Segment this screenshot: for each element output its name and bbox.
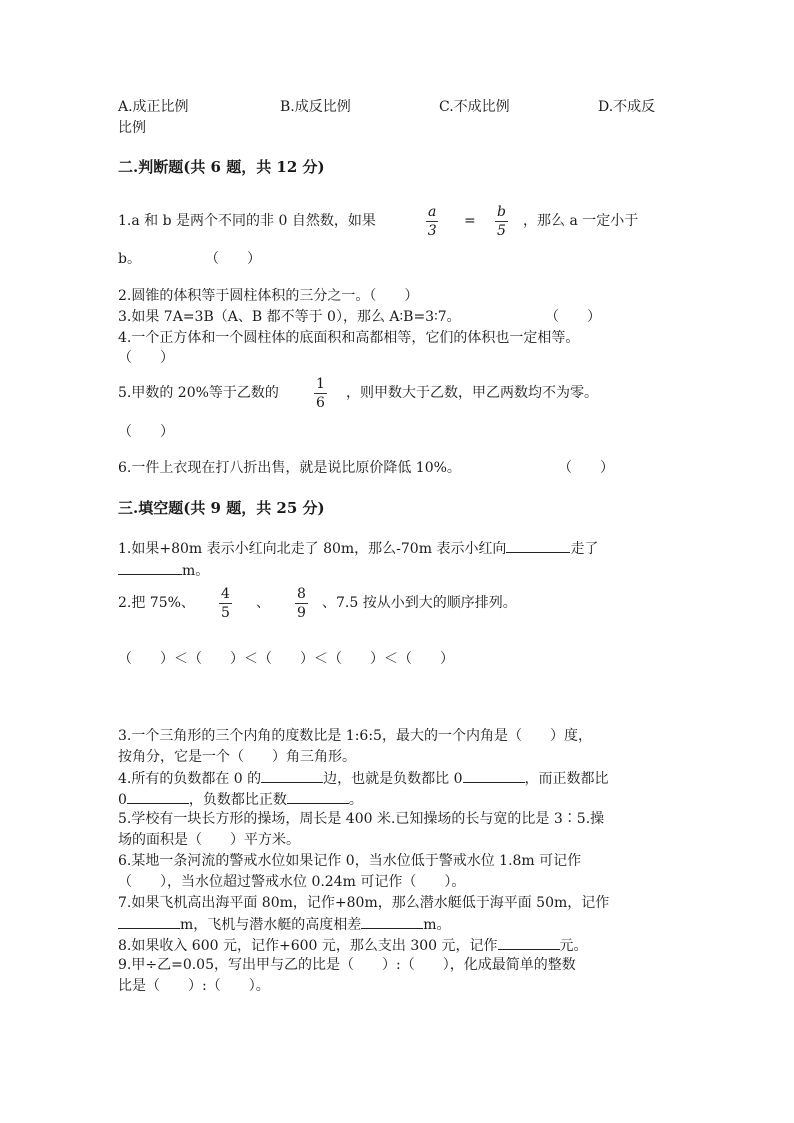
fraction-b-over-5 [495,204,508,239]
question-3-4 [118,768,609,789]
option-d-continued: 比例 [118,120,146,136]
question-2-6: 6.一件上衣现在打八折出售，就是说比原价降低 10%。 [118,460,461,476]
blank-line [118,560,182,575]
question-2-3: 3.如果 7A=3B（A、B 都不等于 0），那么 A∶B=3∶7。 [118,309,461,325]
blank-line [118,914,180,929]
question-2-5-text: 5.甲数的 20%等于乙数的 [118,385,279,401]
fraction-denominator: 5 [497,223,506,239]
fraction-numerator: 1 [316,376,325,392]
question-3-2-text: 2.把 75%、 [118,595,195,611]
question-2-1-text-post: ，那么 a 一定小于 [523,213,639,229]
option-c: C.不成比例 [439,99,510,115]
answer-paren: （ ） [118,350,174,366]
question-3-4-text: ，而正数都比 [524,771,609,787]
equals-sign: = [464,213,476,229]
question-2-2: 2.圆锥的体积等于圆柱体积的三分之一。（ ） [118,288,419,304]
question-3-4-text: 。 [348,792,363,808]
question-3-1-line2 [118,560,209,581]
question-3-4-text: ，负数都比正数 [188,792,287,808]
blank-line [463,768,525,783]
question-3-8-text: 元。 [559,938,588,954]
option-d: D.不成反 [598,99,656,115]
question-3-1-text: m。 [182,563,210,579]
blank-line [287,789,349,804]
question-3-4-line2 [118,789,363,810]
question-3-1-text: 1.如果+80m 表示小红向北走了 80m，那么-70m 表示小红向 [118,541,507,557]
answer-paren: （ ） [558,460,614,476]
question-3-7-line2 [118,914,451,935]
fraction-4-over-5 [219,586,232,621]
question-3-7-text: m。 [423,917,451,933]
question-3-1 [118,538,598,559]
answer-paren: （ ） [205,251,261,267]
separator: 、 [256,595,270,611]
question-3-4-text: 边，也就是负数都比 0 [323,771,463,787]
fraction-1-over-6 [314,376,327,411]
question-3-6-line2: （ ），当水位超过警戒水位 0.24m 可记作（ ）。 [118,874,466,890]
answer-paren: （ ） [118,424,174,440]
section-title-judgement: 二.判断题(共 6 题，共 12 分) [118,158,325,176]
question-3-8 [118,935,588,956]
fraction-denominator: 9 [297,605,306,621]
blank-line [498,935,560,950]
question-3-4-text: 0 [118,792,127,808]
question-3-9-line2: 比是（ ）:（ ）。 [118,978,270,994]
section-title-fill-blank: 三.填空题(共 9 题，共 25 分) [118,499,325,517]
question-3-2-text-post: 、7.5 按从小到大的顺序排列。 [322,595,517,611]
fraction-numerator: a [428,204,437,220]
blank-line [361,914,423,929]
question-3-3-line2: 按角分，它是一个（ ）角三角形。 [118,749,356,765]
question-2-1-line2: b。 [118,251,141,267]
question-3-8-text: 8.如果收入 600 元，记作+600 元，那么支出 300 元，记作 [118,938,498,954]
ordering-blanks: （ ）＜（ ）＜（ ）＜（ ）＜（ ） [118,651,454,667]
question-3-6: 6.某地一条河流的警戒水位如果记作 0，当水位低于警戒水位 1.8m 可记作 [118,853,582,869]
question-3-4-text: 4.所有的负数都在 0 的 [118,771,262,787]
question-3-5-line2: 场的面积是（ ）平方米。 [118,832,300,848]
option-b: B.成反比例 [280,99,351,115]
fraction-a-over-3 [426,204,438,239]
question-2-4: 4.一个正方体和一个圆柱体的底面积和高都相等，它们的体积也一定相等。 [118,330,580,346]
question-3-5: 5.学校有一块长方形的操场，周长是 400 米.已知操场的长与宽的比是 3∶5.操 [118,811,605,827]
blank-line [127,789,189,804]
blank-line [506,538,570,553]
question-3-7-text: m，飞机与潜水艇的高度相差 [180,917,362,933]
fraction-numerator: 4 [221,586,230,602]
fraction-denominator: 5 [221,605,230,621]
question-3-1-text: 走了 [570,541,599,557]
fraction-denominator: 6 [316,395,325,411]
fraction-numerator: 8 [297,586,306,602]
answer-paren: （ ） [545,309,601,325]
fraction-numerator: b [497,204,506,220]
question-2-5-text-post: ，则甲数大于乙数，甲乙两数均不为零。 [346,385,598,401]
question-3-7: 7.如果飞机高出海平面 80m，记作+80m，那么潜水艇低于海平面 50m，记作 [118,895,610,911]
question-3-3: 3.一个三角形的三个内角的度数比是 1:6:5，最大的一个内角是（ ）度， [118,728,592,744]
option-a: A.成正比例 [118,99,189,115]
question-2-1-text: 1.a 和 b 是两个不同的非 0 自然数，如果 [118,213,376,229]
fraction-8-over-9 [295,586,308,621]
blank-line [261,768,323,783]
question-3-9: 9.甲÷乙=0.05，写出甲与乙的比是（ ）:（ ），化成最简单的整数 [118,957,576,973]
fraction-denominator: 3 [427,223,437,239]
